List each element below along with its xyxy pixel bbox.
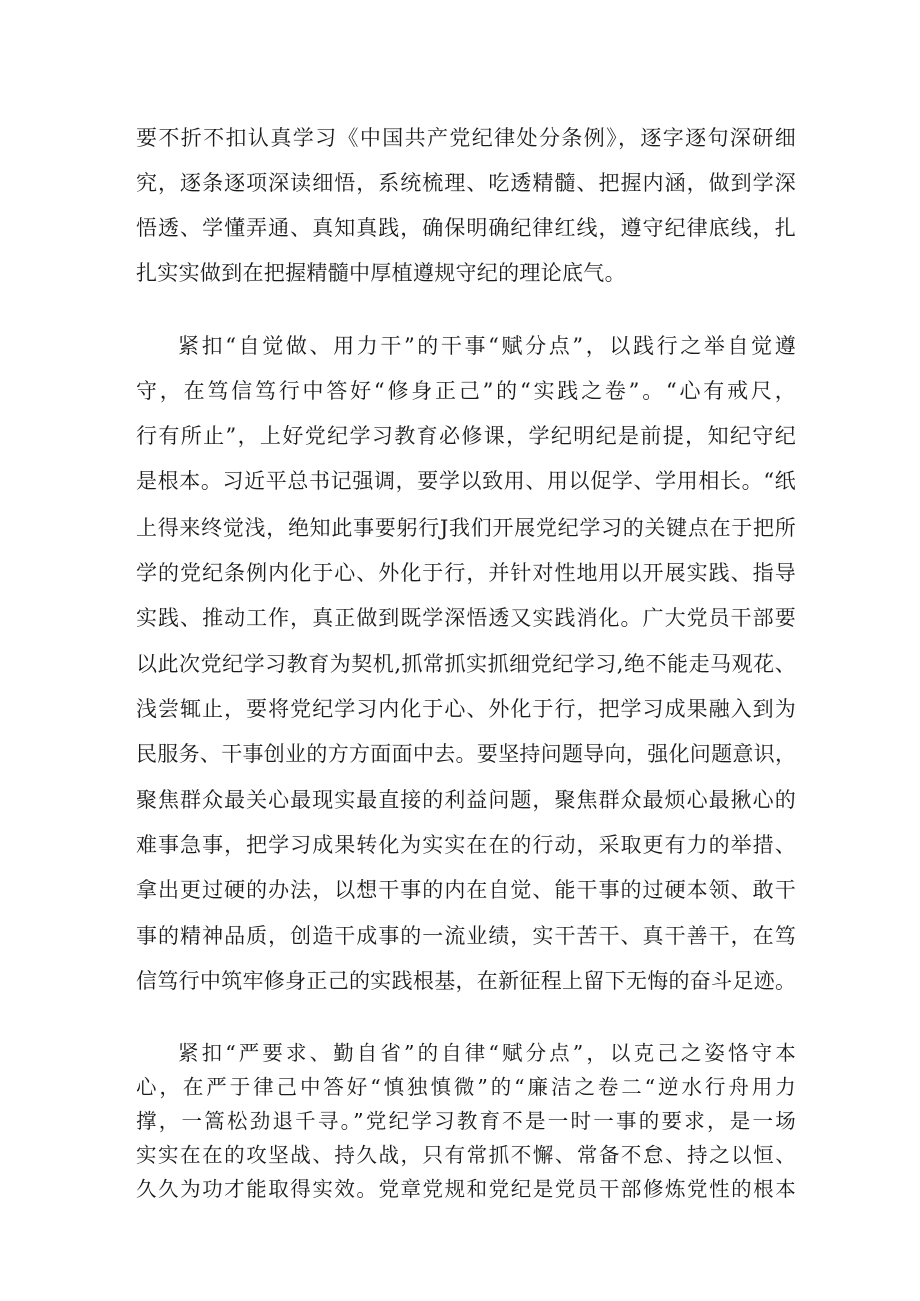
text-line: 扎实实做到在把握精髓中厚植遵规守纪的理论底气。 [136, 261, 626, 285]
text-line: 久久为功才能取得实效。党章党规和党纪是党员干部修炼党性的根本 [136, 1177, 796, 1201]
text-line: 学的党纪条例内化于心、外化于行，并针对性地用以开展实践、指导 [136, 561, 796, 585]
text-line: 守，在笃信笃行中答好“修身正己”的“实践之卷”。“心有戒尺， [136, 379, 796, 403]
text-line: 究，逐条逐项深读细悟，系统梳理、吃透精髓、把握内涵，做到学深 [136, 171, 796, 195]
text-line: 实实在在的攻坚战、持久战，只有常抓不懈、常备不怠、持之以恒、 [136, 1143, 796, 1167]
text-line: 紧扣“自觉做、用力干”的干事“赋分点”，以践行之举自觉遵 [178, 334, 796, 358]
text-line: 信笃行中筑牢修身正己的实践根基，在新征程上留下无悔的奋斗足迹。 [136, 969, 797, 993]
text-line: 上得来终觉浅，绝知此事要躬行J我们开展党纪学习的关键点在于把所 [136, 516, 796, 540]
text-line: 事的精神品质，创造干成事的一流业绩，实干苦干、真干善干，在笃 [136, 924, 796, 948]
text-line: 心，在严于律己中答好“慎独慎微”的“廉洁之卷二“逆水行舟用力 [136, 1075, 796, 1099]
text-line: 难事急事，把学习成果转化为实实在在的行动，采取更有力的举措、 [136, 833, 796, 857]
text-line: 浅尝辄止，要将党纪学习内化于心、外化于行，把学习成果融入到为 [136, 697, 796, 721]
text-line: 以此次党纪学习教育为契机,抓常抓实抓细党纪学习,绝不能走马观花、 [136, 652, 796, 676]
text-line: 要不折不扣认真学习《中国共产党纪律处分条例》，逐字逐句深研细 [136, 126, 796, 150]
text-line: 是根本。习近平总书记强调，要学以致用、用以促学、学用相长。“纸 [136, 469, 796, 493]
text-line: 实践、推动工作，真正做到既学深悟透又实践消化。广大党员干部要 [136, 606, 796, 630]
text-line: 悟透、学懂弄通、真知真践，确保明确纪律红线，遵守纪律底线，扎 [136, 216, 796, 240]
text-line: 紧扣“严要求、勤自省”的自律“赋分点”，以克己之姿恪守本 [178, 1041, 796, 1065]
text-line: 民服务、干事创业的方方面面中去。要坚持问题导向，强化问题意识， [136, 742, 797, 766]
text-line: 拿出更过硬的办法，以想干事的内在自觉、能干事的过硬本领、敢干 [136, 878, 796, 902]
text-line: 聚焦群众最关心最现实最直接的利益问题，聚焦群众最烦心最揪心的 [136, 788, 796, 812]
text-line: 行有所止”，上好党纪学习教育必修课，学纪明纪是前提，知纪守纪 [136, 424, 796, 448]
text-line: 撑，一篙松劲退千寻。”党纪学习教育不是一时一事的要求，是一场 [136, 1109, 796, 1133]
